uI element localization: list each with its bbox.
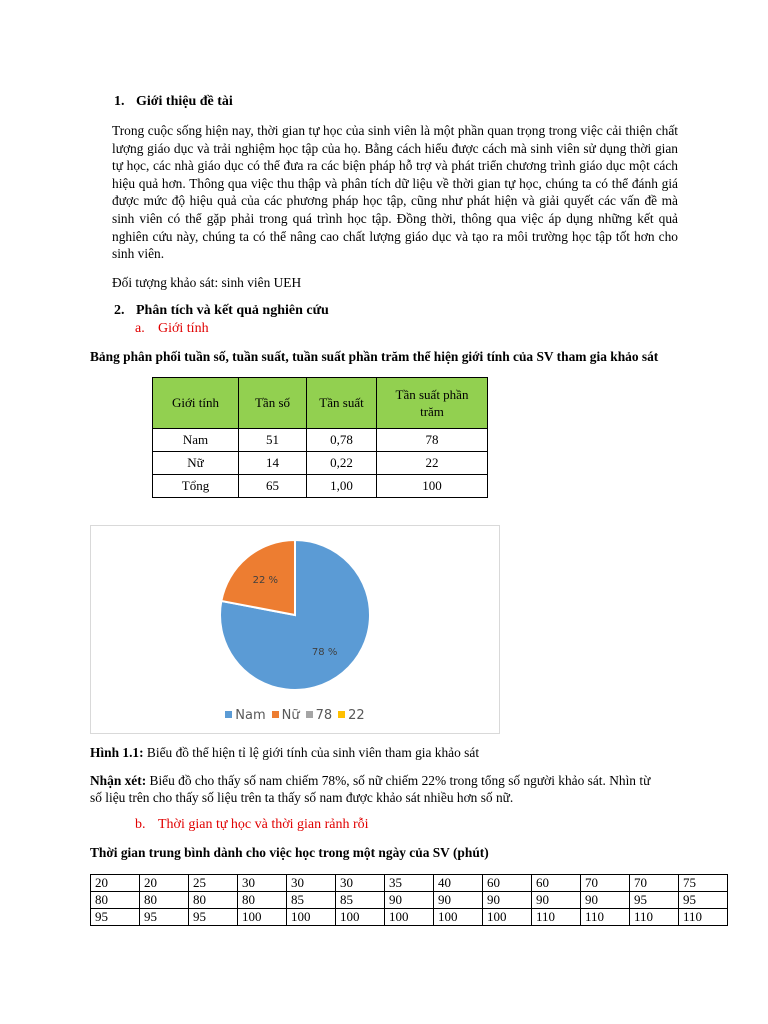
table-header-cell: Giới tính bbox=[153, 378, 239, 429]
table-cell: 60 bbox=[483, 875, 532, 892]
table-cell: 65 bbox=[239, 475, 307, 498]
freq-table-caption: Bảng phân phối tuần số, tuần suất, tuần suất phần trăm thể hiện giới tính của SV tham gia khảo sát bbox=[90, 349, 659, 364]
table-header-row bbox=[153, 378, 488, 429]
table-cell: 40 bbox=[434, 875, 483, 892]
table-cell: 75 bbox=[679, 875, 728, 892]
table-cell: 30 bbox=[336, 875, 385, 892]
figure-caption-text: Biểu đồ thể hiện tỉ lệ giới tính của sinh viên tham gia khảo sát bbox=[143, 745, 480, 760]
table-header-cell: Tần số bbox=[239, 378, 307, 429]
legend-label: 78 bbox=[315, 708, 333, 723]
table-cell: 78 bbox=[377, 429, 488, 452]
table-cell: 95 bbox=[679, 892, 728, 909]
subsection-b-heading bbox=[135, 817, 369, 833]
legend-item bbox=[225, 708, 265, 723]
table-header-text: Tần suất phần trăm bbox=[395, 387, 469, 419]
study-time-table bbox=[90, 874, 728, 926]
legend-label: 22 bbox=[348, 708, 365, 723]
legend-swatch bbox=[225, 711, 232, 718]
times-table-caption: Thời gian trung bình dành cho việc học trong một ngày của SV (phút) bbox=[90, 845, 489, 860]
remark-label: Nhận xét: bbox=[90, 773, 147, 788]
table-cell: Nữ bbox=[153, 452, 239, 475]
table-row bbox=[153, 452, 488, 475]
subsection-number: a. bbox=[135, 321, 145, 336]
table-cell: 20 bbox=[91, 875, 140, 892]
table-header-cell bbox=[377, 378, 488, 429]
figure-caption-label: Hình 1.1: bbox=[90, 745, 144, 760]
pie-data-label: 22 % bbox=[252, 575, 279, 587]
remark-paragraph bbox=[90, 772, 680, 806]
remark-text: Biểu đồ cho thấy số nam chiếm 78%, số nữ chiếm 22% trong tổng số người khảo sát. Nhìn từ bbox=[146, 773, 651, 788]
table-cell: 25 bbox=[189, 875, 238, 892]
pie-chart-svg bbox=[91, 526, 499, 706]
table-cell: 100 bbox=[336, 909, 385, 926]
subsection-title: Thời gian tự học và thời gian rảnh rỗi bbox=[158, 817, 369, 832]
frequency-table bbox=[152, 377, 488, 498]
subsection-a-heading bbox=[135, 321, 209, 337]
section-title: Giới thiệu đề tài bbox=[136, 94, 233, 109]
table-row bbox=[153, 429, 488, 452]
section-number: 2. bbox=[114, 303, 125, 318]
table-header-cell: Tần suất bbox=[307, 378, 377, 429]
pie-data-label: 78 % bbox=[311, 646, 338, 658]
subsection-number: b. bbox=[135, 817, 146, 832]
chart-legend bbox=[91, 708, 499, 723]
table-cell: 100 bbox=[483, 909, 532, 926]
table-cell: 95 bbox=[630, 892, 679, 909]
table-cell: 0,78 bbox=[307, 429, 377, 452]
table-cell: 95 bbox=[140, 909, 189, 926]
gender-pie-chart bbox=[90, 525, 500, 734]
section-heading-1 bbox=[114, 94, 233, 110]
table-cell: 110 bbox=[679, 909, 728, 926]
subsection-title: Giới tính bbox=[158, 321, 209, 336]
table-cell: 20 bbox=[140, 875, 189, 892]
table-cell: 51 bbox=[239, 429, 307, 452]
table-cell: 85 bbox=[287, 892, 336, 909]
table-row bbox=[91, 892, 728, 909]
table-cell: 35 bbox=[385, 875, 434, 892]
table-cell: 30 bbox=[287, 875, 336, 892]
table-cell: 1,00 bbox=[307, 475, 377, 498]
section-title: Phân tích và kết quả nghiên cứu bbox=[136, 303, 329, 318]
table-cell: 0,22 bbox=[307, 452, 377, 475]
table-cell: 100 bbox=[434, 909, 483, 926]
table-cell: 110 bbox=[581, 909, 630, 926]
table-cell: 90 bbox=[385, 892, 434, 909]
table-cell: 100 bbox=[287, 909, 336, 926]
table-cell: 30 bbox=[238, 875, 287, 892]
table-cell: 110 bbox=[532, 909, 581, 926]
table-cell: 14 bbox=[239, 452, 307, 475]
table-cell: 80 bbox=[91, 892, 140, 909]
table-cell: 80 bbox=[140, 892, 189, 909]
legend-label: Nam bbox=[235, 708, 266, 723]
table-cell: Tổng bbox=[153, 475, 239, 498]
survey-subject: Đối tượng khảo sát: sinh viên UEH bbox=[112, 275, 302, 290]
table-cell: 90 bbox=[581, 892, 630, 909]
table-cell: 60 bbox=[532, 875, 581, 892]
table-cell: 85 bbox=[336, 892, 385, 909]
table-cell: 90 bbox=[483, 892, 532, 909]
legend-swatch bbox=[338, 711, 345, 718]
table-cell: 90 bbox=[532, 892, 581, 909]
table-cell: 95 bbox=[189, 909, 238, 926]
legend-swatch bbox=[306, 711, 313, 718]
legend-item bbox=[306, 708, 333, 723]
legend-swatch bbox=[272, 711, 279, 718]
section-heading-2 bbox=[114, 303, 329, 319]
table-cell: 70 bbox=[581, 875, 630, 892]
table-row bbox=[91, 875, 728, 892]
table-cell: 100 bbox=[377, 475, 488, 498]
table-cell: 110 bbox=[630, 909, 679, 926]
legend-label: Nữ bbox=[281, 708, 300, 723]
table-cell: 100 bbox=[385, 909, 434, 926]
remark-line-2: số liệu trên cho thấy số liệu trên ta thấy số nam được khảo sát nhiều hơn số nữ. bbox=[90, 790, 514, 805]
table-cell: 22 bbox=[377, 452, 488, 475]
table-cell: 80 bbox=[189, 892, 238, 909]
table-cell: Nam bbox=[153, 429, 239, 452]
table-cell: 70 bbox=[630, 875, 679, 892]
figure-caption bbox=[90, 744, 479, 761]
table-cell: 100 bbox=[238, 909, 287, 926]
legend-item bbox=[272, 708, 300, 723]
table-row bbox=[153, 475, 488, 498]
intro-paragraph: Trong cuộc sống hiện nay, thời gian tự học của sinh viên là một phần quan trọng trong việc cải thiện chất lượng giáo dục và trải nghiệm học tập của họ. Bằng cách hiểu được cách mà sinh viên sử dụng thời gian tự học, các nhà giáo dục có thể đưa ra các biện pháp hỗ trợ và phát triển chương trình giáo dục một cách hiệu quả hơn. Thông qua việc thu thập và phân tích dữ liệu về thời gian tự học, chúng ta có thể đánh giá được mức độ hiệu quả của các phương pháp học tập, cũng như phát hiện và giải quyết các vấn đề mà sinh viên có thể gặp phải trong quá trình học tập. Đồng thời, thông qua việc áp dụng những kết quả nghiên cứu này, chúng ta có thể nâng cao chất lượng giáo dục và tạo ra môi trường học tập tốt hơn cho sinh viên. bbox=[112, 123, 678, 262]
table-cell: 80 bbox=[238, 892, 287, 909]
remark-line-1 bbox=[90, 772, 680, 789]
table-row bbox=[91, 909, 728, 926]
table-cell: 95 bbox=[91, 909, 140, 926]
table-cell: 90 bbox=[434, 892, 483, 909]
section-number: 1. bbox=[114, 94, 125, 109]
legend-item bbox=[338, 708, 365, 723]
